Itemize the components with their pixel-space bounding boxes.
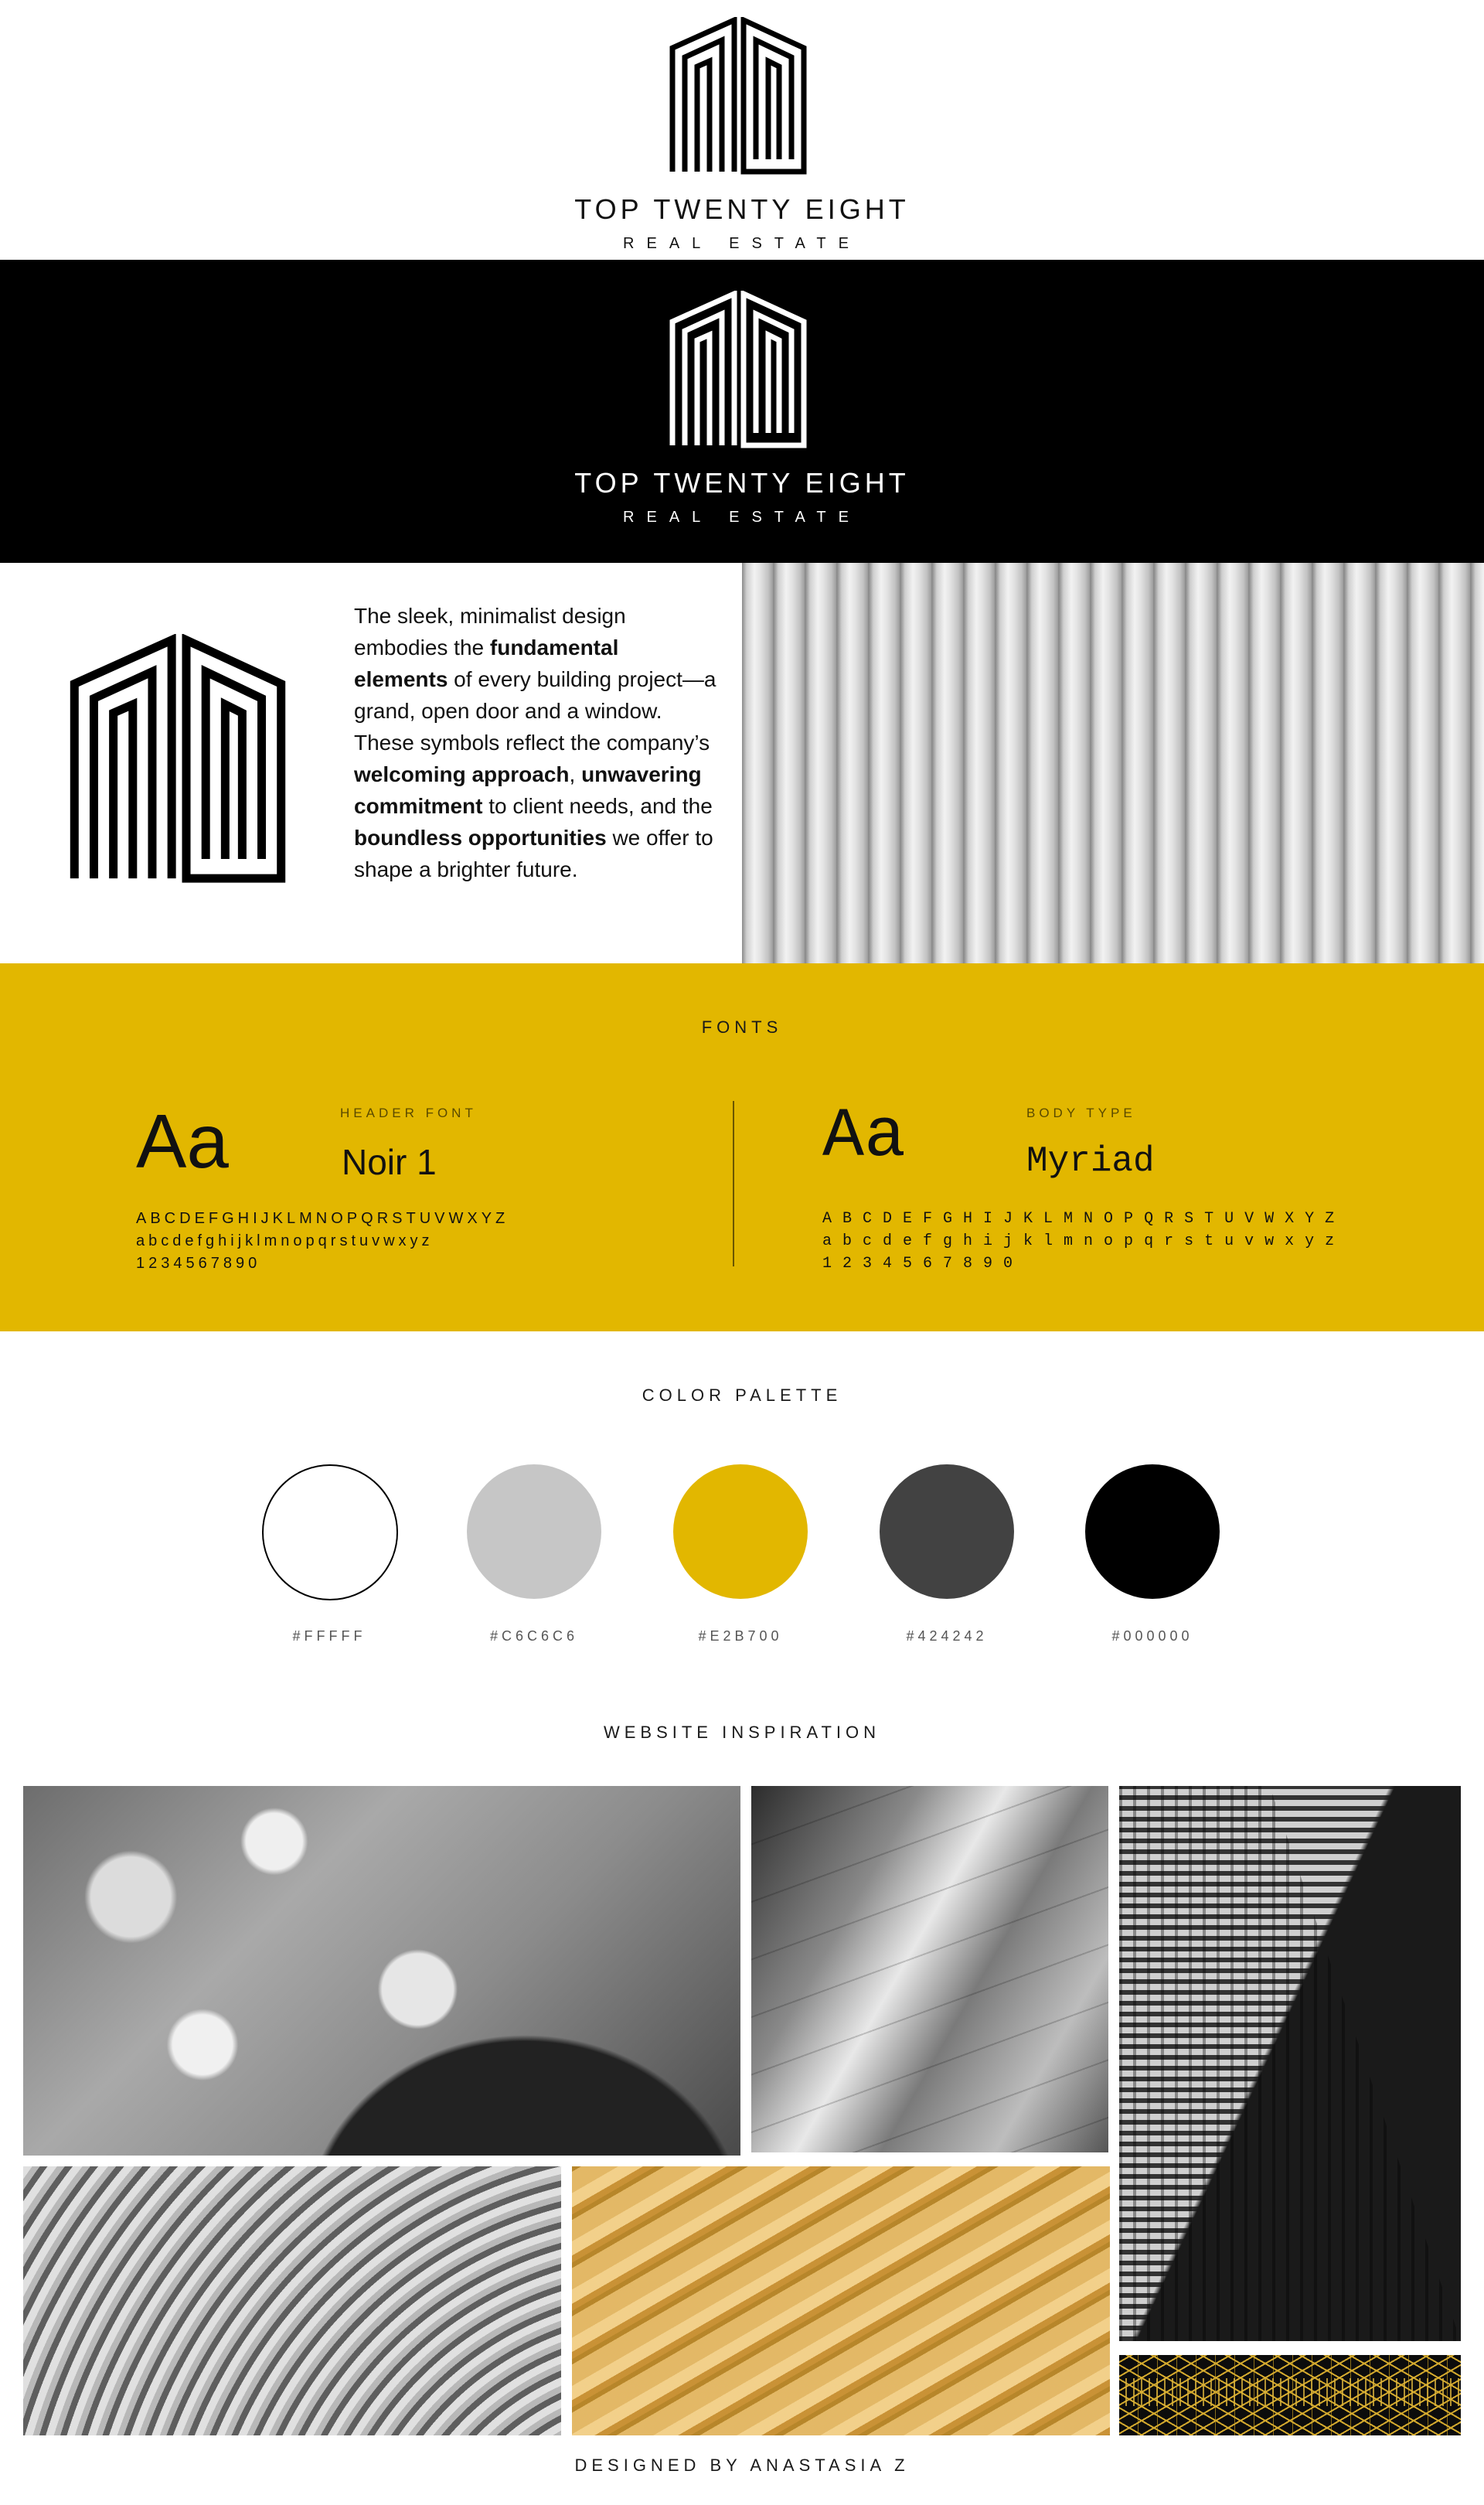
header-font-label: HEADER FONT xyxy=(340,1106,477,1120)
body-font-uppercase: A B C D E F G H I J K L M N O P Q R S T U V W X Y Z xyxy=(822,1210,1336,1228)
header-font-sample: Aa xyxy=(136,1099,229,1184)
brand-tagline-inverse: REAL ESTATE xyxy=(623,509,861,526)
palette-heading: COLOR PALETTE xyxy=(642,1385,842,1405)
body-font-name: Myriad xyxy=(1026,1141,1155,1181)
color-hex-black: #000000 xyxy=(1111,1628,1193,1644)
inspiration-image-sand-dunes xyxy=(572,2166,1110,2435)
color-swatch-light-gray xyxy=(467,1464,601,1599)
color-hex-light-gray: #C6C6C6 xyxy=(489,1628,579,1644)
brand-tagline: REAL ESTATE xyxy=(623,235,861,252)
header-font-name: Noir 1 xyxy=(342,1142,437,1182)
description-emphasis: unwavering commitment xyxy=(354,762,702,818)
inspiration-image-curved-metal xyxy=(751,1786,1108,2152)
description-text: to client needs, and the xyxy=(482,794,713,818)
fonts-divider xyxy=(733,1101,734,1266)
color-swatch-black xyxy=(1085,1464,1220,1599)
description-text: The sleek, minimalist design embodies the xyxy=(354,604,626,659)
designer-credit: DESIGNED BY ANASTASIA Z xyxy=(574,2456,910,2475)
inspiration-image-tower xyxy=(1119,1786,1461,2341)
description-emphasis: fundamental elements xyxy=(354,636,619,691)
color-hex-white: #FFFFF xyxy=(292,1628,366,1644)
fonts-heading: FONTS xyxy=(701,1017,783,1037)
color-swatch-dark-gray xyxy=(880,1464,1014,1599)
body-font-digits: 1 2 3 4 5 6 7 8 9 0 xyxy=(822,1255,1014,1273)
description-text: , xyxy=(569,762,582,786)
brand-name: TOP TWENTY EIGHT xyxy=(574,193,910,225)
brand-name-inverse: TOP TWENTY EIGHT xyxy=(574,467,910,499)
header-font-digits: 1234567890 xyxy=(136,1255,261,1272)
color-hex-dark-gray: #424242 xyxy=(906,1628,988,1644)
description-emphasis: boundless opportunities xyxy=(354,826,607,850)
inspiration-heading: WEBSITE INSPIRATION xyxy=(603,1723,881,1742)
body-font-lowercase: a b c d e f g h i j k l m n o p q r s t u v w x y z xyxy=(822,1232,1336,1250)
facade-stripes-image xyxy=(742,563,1484,963)
color-swatch-yellow xyxy=(673,1464,808,1599)
color-hex-yellow: #E2B700 xyxy=(698,1628,783,1644)
inspiration-image-curved-lines xyxy=(23,2166,561,2435)
description-text: of every building project—a grand, open door and a window. These symbols reflect the company’s xyxy=(354,667,716,755)
body-font-label: BODY TYPE xyxy=(1026,1106,1136,1120)
logo-mark-inverse xyxy=(669,291,807,448)
description-emphasis: welcoming approach xyxy=(354,762,570,786)
body-font-sample: Aa xyxy=(822,1098,907,1177)
description-text: we offer to shape a brighter future. xyxy=(354,826,713,881)
header-font-lowercase: abcdefghijklmnopqrstuvwxyz xyxy=(136,1232,434,1249)
inspiration-image-calligraphy-facade xyxy=(23,1786,740,2156)
logo-mark-large xyxy=(70,634,286,884)
inspiration-image-gold-lattice xyxy=(1119,2355,1461,2435)
brand-description xyxy=(354,600,717,885)
header-font-uppercase: ABCDEFGHIJKLMNOPQRSTUVWXYZ xyxy=(136,1210,509,1227)
color-swatch-white xyxy=(262,1464,398,1600)
logo-mark xyxy=(669,17,807,175)
